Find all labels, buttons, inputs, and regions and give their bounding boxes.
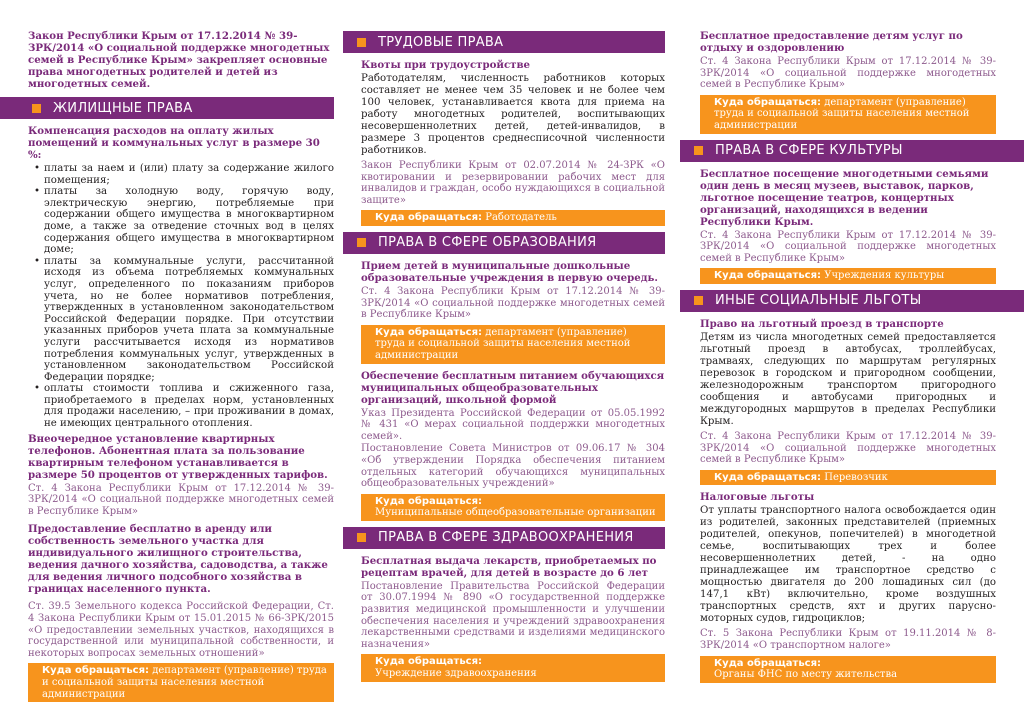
- section-banner-culture: [680, 140, 1024, 162]
- section-banner-education: [343, 232, 665, 254]
- where-text: департамент (управление) труда и социальной защиты населения местной администрации: [375, 326, 631, 361]
- where-text: департамент (управление) труда и социальной защиты населения местной администрации: [714, 96, 970, 131]
- museum-law-reference: Ст. 4 Закона Республики Крым от 17.12.2014 № 39-ЗРК/2014 «О социальной поддержке многодетных семей в Республике Крым»: [700, 229, 996, 264]
- orange-square-icon: [32, 104, 41, 113]
- column-left: [28, 0, 334, 708]
- orange-square-icon: [357, 533, 366, 542]
- section-title: ПРАВА В СФЕРЕ ОБРАЗОВАНИЯ: [378, 235, 597, 251]
- medicine-heading: Бесплатная выдача лекарств, приобретаемых по рецептам врачей, для детей в возрасте до 6 лет: [361, 554, 657, 579]
- where-label: Куда обращаться:: [714, 96, 822, 108]
- where-to-apply-box: [361, 325, 665, 364]
- phone-heading: Внеочередное установление квартирных телефонов. Абонентная плата за пользование квартирным телефоном устанавливается в размере 50 процентов от утвержденных тарифов.: [28, 432, 328, 481]
- orange-square-icon: [357, 238, 366, 247]
- section-banner-housing: [0, 97, 334, 119]
- where-text: Учреждения культуры: [824, 270, 945, 282]
- where-to-apply-box: [700, 268, 996, 284]
- where-label: Куда обращаться:: [375, 326, 483, 338]
- rest-law-reference: Ст. 4 Закона Республики Крым от 17.12.2014 № 39-ЗРК/2014 «О социальной поддержке многодетных семей в Республике Крым»: [700, 56, 996, 91]
- phone-law-reference: Ст. 4 Закона Республики Крым от 17.12.2014 № 39-ЗРК/2014 «О социальной поддержке многодетных семей в Республике Крым»: [28, 482, 334, 517]
- medicine-law-reference: Постановление Правительства Российской Федерации от 30.07.1994 № 890 «О государственной поддержке развития медицинской промышленности и улучшении обеспечения населения и учреждений здравоохранения лекарственными средствами и изделиями медицинского назначения»: [361, 580, 665, 650]
- where-text: Учреждение здравоохранения: [375, 668, 537, 680]
- preschool-heading: Прием детей в муниципальные дошкольные образовательные учреждения в первую очередь.: [361, 259, 658, 284]
- transport-heading: Право на льготный проезд в транспорте: [700, 317, 944, 330]
- where-label: Куда обращаться:: [375, 495, 483, 507]
- section-banner-health: [343, 527, 665, 549]
- list-item: • платы за коммунальные услуги, рассчитанной исходя из объема потребляемых коммунальных услуг, определенного по показаниям приборов учета, но не более нормативов потребления, утвержденных в установленном законодательством Российской Федерации порядке. При отсутствии указанных приборов учета плата за коммунальные услуги рассчитывается исходя из нормативов потребления коммунальных услуг, утвержденных в установленном законодательством Российской Федерации порядке;: [38, 256, 334, 384]
- where-label: Куда обращаться:: [714, 657, 822, 669]
- section-title: ПРАВА В СФЕРЕ КУЛЬТУРЫ: [715, 143, 903, 159]
- where-to-apply-box: [700, 470, 996, 486]
- section-title: ИНЫЕ СОЦИАЛЬНЫЕ ЛЬГОТЫ: [715, 293, 922, 309]
- where-text: Перевозчик: [824, 471, 888, 483]
- intro-text: Закон Республики Крым от 17.12.2014 № 39-ЗРК/2014 «О социальной поддержке многодетных семей в Республике Крым» закрепляет основные права многодетных родителей и детей из многодетных семей.: [28, 30, 330, 90]
- where-to-apply-box: [28, 663, 334, 702]
- food-law-reference-2: Постановление Совета Министров от 09.06.17 № 304 «Об утверждении Порядка обеспечения питанием отдельных категорий обучающихся муниципальных общеобразовательных учреждений»: [361, 443, 665, 490]
- where-to-apply-box: [361, 210, 665, 226]
- where-label: Куда обращаться:: [714, 471, 822, 483]
- list-item: • оплаты стоимости топлива и сжиженного газа, приобретаемого в пределах норм, установленных для продажи населению, – при проживании в домах, не имеющих центрального отопления.: [38, 383, 334, 429]
- preschool-law-reference: Ст. 4 Закона Республики Крым от 17.12.2014 № 39-ЗРК/2014 «О социальной поддержке многодетных семей в Республике Крым»: [361, 285, 665, 321]
- section-title: ЖИЛИЩНЫЕ ПРАВА: [53, 100, 193, 116]
- transport-law-reference: Ст. 4 Закона Республики Крым от 17.12.2014 № 39-ЗРК/2014 «О социальной поддержке многодетных семей в Республике Крым»: [700, 430, 996, 466]
- section-banner-labor: [343, 31, 665, 53]
- rest-heading: Бесплатное предоставление детям услуг по отдыху и оздоровлению: [700, 30, 963, 54]
- quota-heading: Квоты при трудоустройстве: [361, 59, 531, 71]
- orange-square-icon: [694, 296, 703, 305]
- where-text: департамент (управление) труда и социальной защиты населения местной администрации: [42, 665, 327, 700]
- land-law-reference: Ст. 39.5 Земельного кодекса Российской Федерации, Ст. 4 Закона Республики Крым от 15.01.2015 № 66-ЗРК/2015 «О предоставлении земельных участков, находящихся в государственной или муниципальной собственности, и некоторых вопросах земельных отношений»: [28, 601, 334, 659]
- where-label: Куда обращаться:: [42, 665, 150, 677]
- where-text: Работодатель: [485, 212, 557, 224]
- where-to-apply-box: [700, 95, 996, 134]
- section-title: ТРУДОВЫЕ ПРАВА: [378, 34, 504, 50]
- orange-square-icon: [357, 38, 366, 47]
- where-label: Куда обращаться:: [375, 212, 483, 224]
- orange-square-icon: [694, 146, 703, 155]
- section-title: ПРАВА В СФЕРЕ ЗДРАВООХРАНЕНИЯ: [378, 530, 634, 546]
- quota-text: Работодателям, численность работников которых составляет не менее чем 35 человек и не более чем 100 человек, устанавливается квота для приема на работу многодетных родителей, воспитывающих несовершеннолетних детей, детей-инвалидов, в размере 3 процентов среднесписочной численности работников.: [361, 73, 665, 156]
- column-middle: [343, 0, 665, 688]
- section-banner-other-benefits: [680, 290, 1024, 312]
- where-text: Органы ФНС по месту жительства: [714, 669, 898, 681]
- where-to-apply-box: [700, 656, 996, 683]
- museum-heading: Бесплатное посещение многодетными семьями один день в месяц музеев, выставок, парков, льготное посещение театров, концертных организаций, находящихся в ведении Республики Крым.: [700, 167, 989, 228]
- compensation-list: [28, 163, 334, 430]
- where-to-apply-box: [361, 494, 665, 521]
- land-heading: Предоставление бесплатно в аренду или собственность земельного участка для индивидуального жилищного строительства, ведения дачного хозяйства, садоводства, а также для ведения личного подсобного хозяйства в границах населенного пункта.: [28, 523, 328, 596]
- tax-text: От уплаты транспортного налога освобождается один из родителей, законных представителей (приемных родителей, опекунов, попечителей) в многодетной семье, воспитывающих трех и более несовершеннолетних детей, - на одно принадлежащее им транспортное средство с мощностью двигателя до 200 лошадиных сил (до 147,1 кВт) включительно, кроме воздушных транспортных средств, яхт и других парусно-моторных судов, гидроциклов;: [700, 505, 996, 625]
- where-label: Куда обращаться:: [714, 270, 822, 282]
- tax-law-reference: Ст. 5 Закона Республики Крым от 19.11.2014 № 8-ЗРК/2014 «О транспортном налоге»: [700, 628, 996, 651]
- where-text: Муниципальные общеобразовательные организации: [375, 507, 656, 519]
- column-right: [680, 0, 996, 689]
- food-heading: Обеспечение бесплатным питанием обучающихся муниципальных общеобразовательных организаций, школьной формой: [361, 369, 665, 406]
- where-label: Куда обращаться:: [375, 656, 483, 668]
- food-law-reference-1: Указ Президента Российской Федерации от 05.05.1992 № 431 «О мерах социальной поддержки многодетных семей».: [361, 407, 665, 442]
- tax-heading: Налоговые льготы: [700, 491, 815, 504]
- list-item: • платы за наем и (или) плату за содержание жилого помещения;: [38, 163, 334, 186]
- transport-text: Детям из числа многодетных семей предоставляется льготный проезд в автобусах, троллейбусах, трамваях, следующих по маршрутам регулярных перевозок в городском и пригородном сообщении, железнодорожным транспортом пригородного сообщения и автобусами пригородных и междугородных маршрутов в пределах Республики Крым.: [700, 331, 996, 427]
- where-to-apply-box: [361, 654, 665, 681]
- compensation-heading: Компенсация расходов на оплату жилых помещений и коммунальных услуг в размере 30 %:: [28, 125, 320, 161]
- list-item: • платы за холодную воду, горячую воду, электрическую энергию, потребляемые при содержании общего имущества в многоквартирном доме, а также за отведение сточных вод в целях содержания общего имущества в многоквартирном доме;: [38, 186, 334, 256]
- quota-law-reference: Закон Республики Крым от 02.07.2014 № 24-ЗРК «О квотировании и резервировании рабочих мест для инвалидов и граждан, особо нуждающихся в социальной защите»: [361, 160, 665, 206]
